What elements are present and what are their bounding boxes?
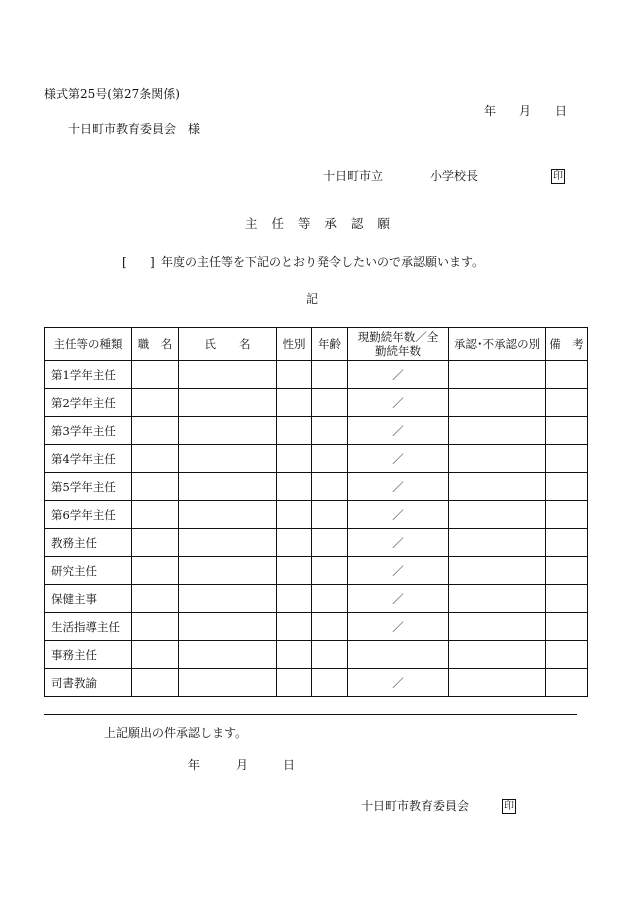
row-type: 第6学年主任 <box>45 501 132 529</box>
approval-cell[interactable] <box>449 641 546 669</box>
applicant-org: 十日町市立 <box>323 169 384 183</box>
approval-cell[interactable] <box>449 501 546 529</box>
sex-cell[interactable] <box>277 669 312 697</box>
top-date-month: 月 <box>519 104 532 118</box>
post-cell[interactable] <box>132 613 179 641</box>
name-cell[interactable] <box>179 557 277 585</box>
approval-cell[interactable] <box>449 361 546 389</box>
sex-cell[interactable] <box>277 389 312 417</box>
table-row <box>45 417 588 445</box>
row-type: 司書教諭 <box>45 669 132 697</box>
addressee: 十日町市教育委員会 様 <box>68 122 201 136</box>
table-row <box>45 613 588 641</box>
remarks-cell[interactable] <box>546 501 588 529</box>
table-row <box>45 641 588 669</box>
remarks-cell[interactable] <box>546 557 588 585</box>
assignment-table <box>44 327 588 697</box>
header-sex: 性別 <box>277 328 312 361</box>
row-type: 教務主任 <box>45 529 132 557</box>
years-cell[interactable] <box>348 641 449 669</box>
name-cell[interactable] <box>179 473 277 501</box>
table-row <box>45 501 588 529</box>
table-row <box>45 389 588 417</box>
age-cell[interactable] <box>312 389 348 417</box>
post-cell[interactable] <box>132 585 179 613</box>
intro-bracket-close: ] <box>150 255 155 269</box>
age-cell[interactable] <box>312 669 348 697</box>
ki-heading: 記 <box>306 292 319 306</box>
header-years: 現勤続年数／全勤続年数 <box>348 328 449 361</box>
sex-cell[interactable] <box>277 445 312 473</box>
sex-cell[interactable] <box>277 641 312 669</box>
approval-cell[interactable] <box>449 585 546 613</box>
name-cell[interactable] <box>179 389 277 417</box>
divider-line <box>44 714 577 715</box>
header-approval: 承認･不承認の別 <box>449 328 546 361</box>
years-cell[interactable]: ／ <box>348 389 449 417</box>
seal-stamp: 印 <box>553 171 563 182</box>
age-cell[interactable] <box>312 529 348 557</box>
remarks-cell[interactable] <box>546 361 588 389</box>
years-cell[interactable]: ／ <box>348 585 449 613</box>
years-cell[interactable]: ／ <box>348 529 449 557</box>
remarks-cell[interactable] <box>546 585 588 613</box>
header-type: 主任等の種類 <box>45 328 132 361</box>
remarks-cell[interactable] <box>546 613 588 641</box>
sex-cell[interactable] <box>277 585 312 613</box>
name-cell[interactable] <box>179 613 277 641</box>
years-cell[interactable]: ／ <box>348 557 449 585</box>
name-cell[interactable] <box>179 361 277 389</box>
sex-cell[interactable] <box>277 501 312 529</box>
age-cell[interactable] <box>312 557 348 585</box>
sex-cell[interactable] <box>277 361 312 389</box>
sex-cell[interactable] <box>277 473 312 501</box>
years-cell[interactable]: ／ <box>348 361 449 389</box>
table-row <box>45 529 588 557</box>
post-cell[interactable] <box>132 445 179 473</box>
post-cell[interactable] <box>132 557 179 585</box>
row-type: 生活指導主任 <box>45 613 132 641</box>
years-cell[interactable]: ／ <box>348 417 449 445</box>
approval-cell[interactable] <box>449 529 546 557</box>
name-cell[interactable] <box>179 501 277 529</box>
table-header-row <box>45 328 588 361</box>
bottom-date-day: 日 <box>283 758 296 772</box>
board-name: 十日町市教育委員会 <box>361 799 470 813</box>
approval-statement: 上記願出の件承認します。 <box>104 726 248 740</box>
remarks-cell[interactable] <box>546 445 588 473</box>
table-row <box>45 361 588 389</box>
post-cell[interactable] <box>132 361 179 389</box>
bottom-date-month: 月 <box>236 758 249 772</box>
approval-cell[interactable] <box>449 557 546 585</box>
table-row <box>45 473 588 501</box>
remarks-cell[interactable] <box>546 389 588 417</box>
seal-stamp: 印 <box>504 801 514 812</box>
bottom-date-year: 年 <box>188 758 201 772</box>
years-cell[interactable]: ／ <box>348 445 449 473</box>
years-cell[interactable]: ／ <box>348 473 449 501</box>
age-cell[interactable] <box>312 585 348 613</box>
header-remarks: 備 考 <box>546 328 588 361</box>
age-cell[interactable] <box>312 641 348 669</box>
approval-cell[interactable] <box>449 389 546 417</box>
applicant-seal-mark <box>551 169 565 184</box>
header-post: 職 名 <box>132 328 179 361</box>
sex-cell[interactable] <box>277 529 312 557</box>
document-title: 主 任 等 承 認 願 <box>245 216 395 231</box>
row-type: 事務主任 <box>45 641 132 669</box>
table-row <box>45 557 588 585</box>
row-type: 第3学年主任 <box>45 417 132 445</box>
post-cell[interactable] <box>132 529 179 557</box>
approval-cell[interactable] <box>449 473 546 501</box>
row-type: 第5学年主任 <box>45 473 132 501</box>
row-type: 第2学年主任 <box>45 389 132 417</box>
header-age: 年齢 <box>312 328 348 361</box>
years-cell[interactable]: ／ <box>348 613 449 641</box>
top-date-year: 年 <box>484 104 497 118</box>
sex-cell[interactable] <box>277 417 312 445</box>
remarks-cell[interactable] <box>546 417 588 445</box>
age-cell[interactable] <box>312 445 348 473</box>
post-cell[interactable] <box>132 669 179 697</box>
approval-cell[interactable] <box>449 613 546 641</box>
table-row <box>45 585 588 613</box>
board-seal-mark <box>502 799 516 814</box>
age-cell[interactable] <box>312 613 348 641</box>
form-number: 様式第25号(第27条関係) <box>44 87 180 101</box>
header-name: 氏 名 <box>179 328 277 361</box>
years-cell[interactable]: ／ <box>348 501 449 529</box>
row-type: 研究主任 <box>45 557 132 585</box>
sex-cell[interactable] <box>277 613 312 641</box>
row-type: 第4学年主任 <box>45 445 132 473</box>
post-cell[interactable] <box>132 417 179 445</box>
years-cell[interactable]: ／ <box>348 669 449 697</box>
intro-text: 年度の主任等を下記のとおり発令したいので承認願います。 <box>161 255 485 269</box>
remarks-cell[interactable] <box>546 669 588 697</box>
post-cell[interactable] <box>132 389 179 417</box>
post-cell[interactable] <box>132 473 179 501</box>
name-cell[interactable] <box>179 417 277 445</box>
post-cell[interactable] <box>132 501 179 529</box>
table-row <box>45 445 588 473</box>
name-cell[interactable] <box>179 585 277 613</box>
applicant-school: 小学校長 <box>430 169 479 183</box>
name-cell[interactable] <box>179 445 277 473</box>
age-cell[interactable] <box>312 417 348 445</box>
row-type: 保健主事 <box>45 585 132 613</box>
sex-cell[interactable] <box>277 557 312 585</box>
approval-cell[interactable] <box>449 669 546 697</box>
name-cell[interactable] <box>179 669 277 697</box>
name-cell[interactable] <box>179 641 277 669</box>
remarks-cell[interactable] <box>546 529 588 557</box>
post-cell[interactable] <box>132 641 179 669</box>
age-cell[interactable] <box>312 501 348 529</box>
intro-bracket-open: [ <box>122 255 127 269</box>
approval-cell[interactable] <box>449 417 546 445</box>
row-type: 第1学年主任 <box>45 361 132 389</box>
remarks-cell[interactable] <box>546 641 588 669</box>
name-cell[interactable] <box>179 529 277 557</box>
remarks-cell[interactable] <box>546 473 588 501</box>
table-row <box>45 669 588 697</box>
age-cell[interactable] <box>312 361 348 389</box>
top-date-day: 日 <box>555 104 568 118</box>
approval-cell[interactable] <box>449 445 546 473</box>
age-cell[interactable] <box>312 473 348 501</box>
